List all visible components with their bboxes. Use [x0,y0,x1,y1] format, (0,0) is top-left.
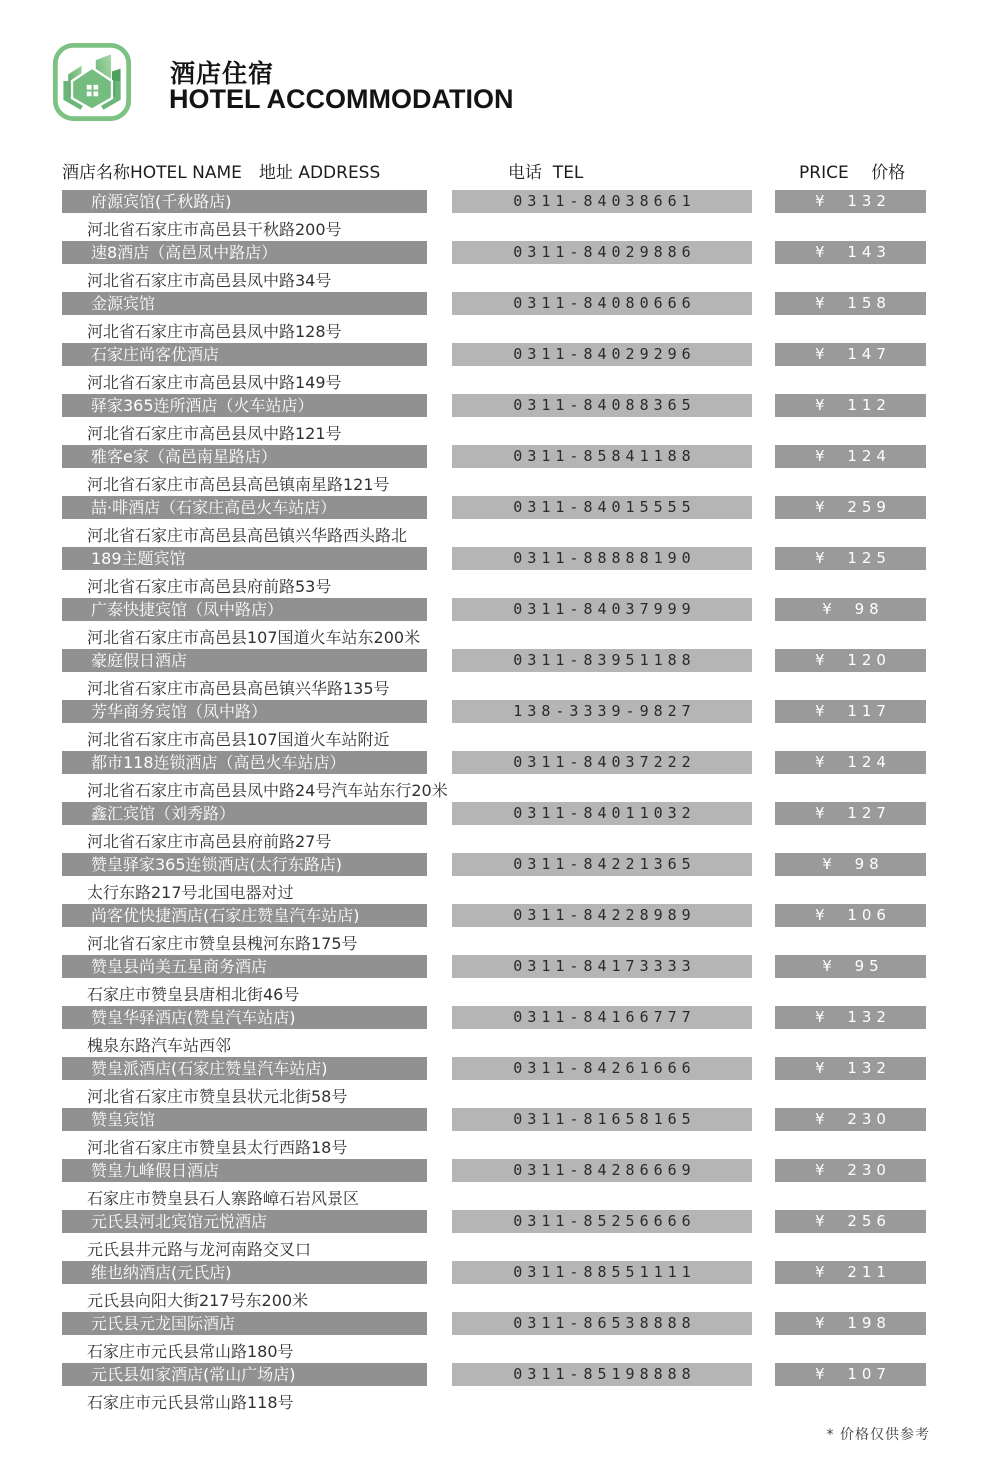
hotel-name-bar: 都市118连锁酒店（高邑火车站店） [62,751,427,774]
hotel-address: 河北省石家庄市高邑县凤中路149号 [87,373,342,392]
hotel-tel-bar: 0311-84037999 [452,598,752,621]
hotel-row [0,853,982,904]
hotel-name-bar: 府源宾馆(千秋路店) [62,190,427,213]
hotel-price-bar: ¥ 120 [775,649,926,672]
hotel-price-bar: ¥ 127 [775,802,926,825]
hotel-price-bar: ¥ 198 [775,1312,926,1335]
hotel-row [0,955,982,1006]
hotel-address: 河北省石家庄市赞皇县太行西路18号 [87,1138,348,1157]
hotel-tel-bar: 0311-85198888 [452,1363,752,1386]
hotel-tel-bar: 0311-84029296 [452,343,752,366]
hotel-address: 石家庄市元氏县常山路180号 [87,1342,294,1361]
hotel-tel-bar: 0311-84011032 [452,802,752,825]
hotel-address: 太行东路217号北国电器对过 [87,883,294,902]
hotel-address: 石家庄市赞皇县唐相北街46号 [87,985,300,1004]
hotel-name-bar: 赞皇县尚美五星商务酒店 [62,955,427,978]
hotel-name-bar: 豪庭假日酒店 [62,649,427,672]
hotel-name-bar: 鑫汇宾馆（刘秀路） [62,802,427,825]
hotel-price-bar: ¥ 147 [775,343,926,366]
hotel-address: 河北省石家庄市高邑县107国道火车站东200米 [87,628,421,647]
hotel-name-bar: 元氏县如家酒店(常山广场店) [62,1363,427,1386]
hotel-name-bar: 金源宾馆 [62,292,427,315]
hotel-tel-bar: 0311-84088365 [452,394,752,417]
hotel-price-bar: ¥ 259 [775,496,926,519]
hotel-address: 石家庄市元氏县常山路118号 [87,1393,294,1412]
hotel-address: 石家庄市赞皇县石人寨路嶂石岩风景区 [87,1189,360,1208]
hotel-price-bar: ¥ 132 [775,1057,926,1080]
hotel-address: 河北省石家庄市高邑县高邑镇南星路121号 [87,475,390,494]
price-disclaimer: * 价格仅供参考 [826,1427,930,1443]
hotel-name-bar: 赞皇九峰假日酒店 [62,1159,427,1182]
hotel-name-bar: 速8酒店（高邑凤中路店） [62,241,427,264]
hotel-address: 河北省石家庄市高邑县府前路53号 [87,577,332,596]
hotel-row [0,598,982,649]
hotel-row [0,751,982,802]
hotel-name-bar: 雅客e家（高邑南星路店） [62,445,427,468]
hotel-logo-icon [52,42,132,122]
hotel-row [0,343,982,394]
hotel-name-bar: 喆·啡酒店（石家庄高邑火车站店） [62,496,427,519]
hotel-price-bar: ¥ 95 [775,955,926,978]
hotel-address: 河北省石家庄市赞皇县状元北街58号 [87,1087,348,1106]
hotel-list [0,190,982,1414]
hotel-address: 河北省石家庄市高邑县凤中路128号 [87,322,342,341]
hotel-price-bar: ¥ 106 [775,904,926,927]
hotel-name-bar: 赞皇宾馆 [62,1108,427,1131]
hotel-address: 河北省石家庄市高邑县高邑镇兴华路西头路北 [87,526,408,545]
hotel-address: 河北省石家庄市高邑县干秋路200号 [87,220,342,239]
hotel-address: 河北省石家庄市高邑县凤中路24号汽车站东行20米 [87,781,448,800]
hotel-price-bar: ¥ 124 [775,445,926,468]
hotel-tel-bar: 0311-83951188 [452,649,752,672]
hotel-name-bar: 元氏县元龙国际酒店 [62,1312,427,1335]
hotel-price-bar: ¥ 132 [775,1006,926,1029]
hotel-tel-bar: 0311-84166777 [452,1006,752,1029]
hotel-name-bar: 赞皇华驿酒店(赞皇汽车站店) [62,1006,427,1029]
hotel-price-bar: ¥ 230 [775,1108,926,1131]
hotel-price-bar: ¥ 117 [775,700,926,723]
hotel-tel-bar: 0311-81658165 [452,1108,752,1131]
page-title-chinese: 酒店住宿 [170,59,275,88]
hotel-row [0,1261,982,1312]
hotel-address: 河北省石家庄市赞皇县槐河东路175号 [87,934,358,953]
hotel-price-bar: ¥ 112 [775,394,926,417]
hotel-row [0,496,982,547]
hotel-address: 元氏县井元路与龙河南路交叉口 [87,1240,312,1259]
hotel-row [0,904,982,955]
hotel-row [0,1312,982,1363]
hotel-name-bar: 维也纳酒店(元氏店) [62,1261,427,1284]
hotel-row [0,292,982,343]
hotel-row [0,1159,982,1210]
hotel-address: 河北省石家庄市高邑县凤中路34号 [87,271,332,290]
page-title-english: HOTEL ACCOMMODATION [169,84,514,114]
hotel-name-bar: 尚客优快捷酒店(石家庄赞皇汽车站店) [62,904,427,927]
hotel-row [0,649,982,700]
hotel-tel-bar: 0311-84173333 [452,955,752,978]
column-header-name-address: 酒店名称HOTEL NAME 地址 ADDRESS [62,163,381,183]
hotel-tel-bar: 0311-84228989 [452,904,752,927]
hotel-address: 河北省石家庄市高邑县府前路27号 [87,832,332,851]
hotel-price-bar: ¥ 124 [775,751,926,774]
hotel-name-bar: 驿家365连所酒店（火车站店） [62,394,427,417]
hotel-price-bar: ¥ 158 [775,292,926,315]
hotel-address: 河北省石家庄市高邑县凤中路121号 [87,424,342,443]
hotel-name-bar: 赞皇派酒店(石家庄赞皇汽车站店) [62,1057,427,1080]
hotel-price-bar: ¥ 132 [775,190,926,213]
hotel-tel-bar: 0311-88551111 [452,1261,752,1284]
hotel-row [0,1210,982,1261]
hotel-tel-bar: 0311-84261666 [452,1057,752,1080]
hotel-row [0,445,982,496]
hotel-row [0,1057,982,1108]
hotel-tel-bar: 0311-84080666 [452,292,752,315]
hotel-price-bar: ¥ 98 [775,853,926,876]
hotel-address: 河北省石家庄市高邑县高邑镇兴华路135号 [87,679,390,698]
hotel-tel-bar: 138-3339-9827 [452,700,752,723]
hotel-name-bar: 元氏县河北宾馆元悦酒店 [62,1210,427,1233]
hotel-row [0,241,982,292]
hotel-tel-bar: 0311-84038661 [452,190,752,213]
hotel-address: 河北省石家庄市高邑县107国道火车站附近 [87,730,390,749]
hotel-price-bar: ¥ 98 [775,598,926,621]
hotel-tel-bar: 0311-84029886 [452,241,752,264]
hotel-name-bar: 赞皇驿家365连锁酒店(太行东路店) [62,853,427,876]
hotel-row [0,394,982,445]
hotel-price-bar: ¥ 256 [775,1210,926,1233]
hotel-address: 元氏县向阳大街217号东200米 [87,1291,309,1310]
hotel-row [0,1363,982,1414]
hotel-name-bar: 芳华商务宾馆（凤中路） [62,700,427,723]
hotel-price-bar: ¥ 230 [775,1159,926,1182]
hotel-tel-bar: 0311-85256666 [452,1210,752,1233]
hotel-tel-bar: 0311-84037222 [452,751,752,774]
hotel-name-bar: 189主题宾馆 [62,547,427,570]
hotel-tel-bar: 0311-86538888 [452,1312,752,1335]
hotel-price-bar: ¥ 107 [775,1363,926,1386]
column-header-price: PRICE 价格 [799,163,906,183]
hotel-row [0,190,982,241]
hotel-tel-bar: 0311-84286669 [452,1159,752,1182]
hotel-address: 槐泉东路汽车站西邻 [87,1036,232,1055]
hotel-row [0,1006,982,1057]
hotel-tel-bar: 0311-84015555 [452,496,752,519]
hotel-price-bar: ¥ 211 [775,1261,926,1284]
hotel-row [0,547,982,598]
hotel-tel-bar: 0311-88888190 [452,547,752,570]
hotel-price-bar: ¥ 125 [775,547,926,570]
hotel-tel-bar: 0311-84221365 [452,853,752,876]
column-header-tel: 电话 TEL [508,163,584,183]
hotel-tel-bar: 0311-85841188 [452,445,752,468]
hotel-row [0,700,982,751]
hotel-name-bar: 广泰快捷宾馆（凤中路店） [62,598,427,621]
hotel-name-bar: 石家庄尚客优酒店 [62,343,427,366]
hotel-row [0,1108,982,1159]
hotel-price-bar: ¥ 143 [775,241,926,264]
hotel-row [0,802,982,853]
